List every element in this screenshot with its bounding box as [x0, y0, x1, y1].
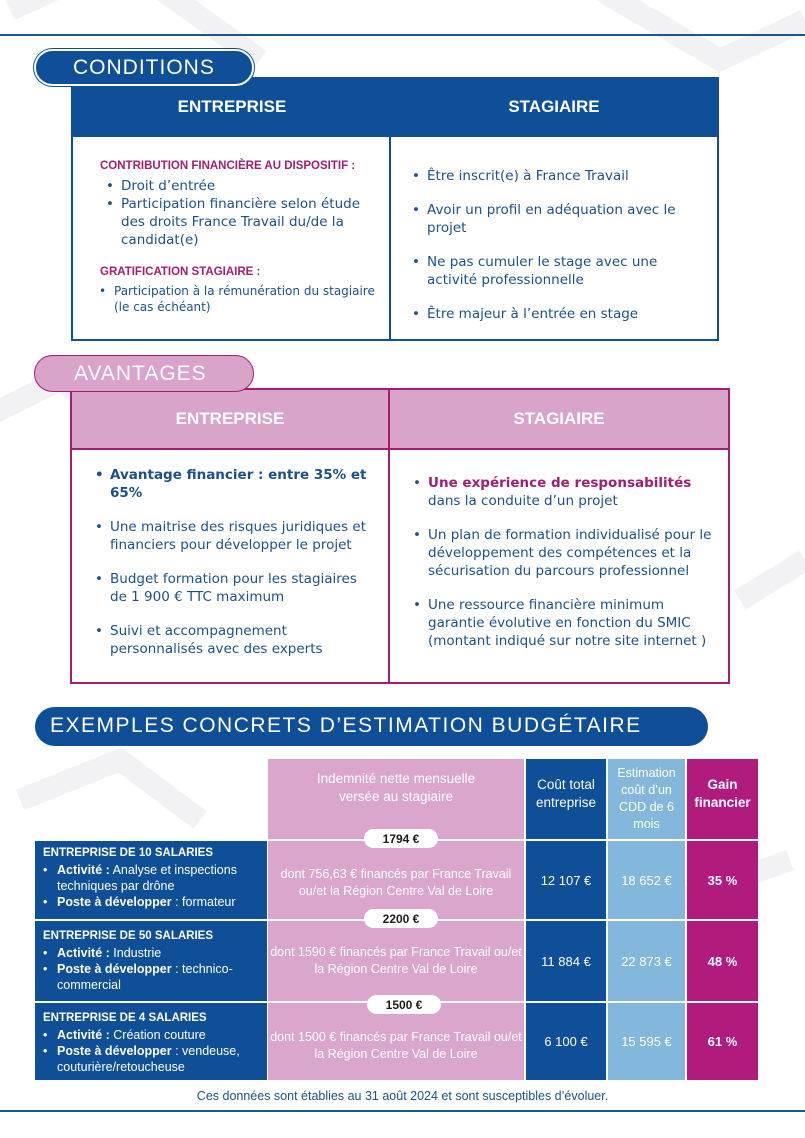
header-cout-total-label: Coût total entreprise — [535, 777, 597, 810]
avantage-stagiaire-text: dans la conduite d’un projet — [428, 493, 618, 509]
poste-value: : formateur — [171, 895, 236, 909]
header-estimation-cdd-label: Estimation coût d’un CDD de 6 mois — [617, 766, 676, 831]
avantage-entreprise-item: • Avantage financier : entre 35% et 65% — [92, 466, 382, 502]
conditions-stagiaire-cell — [391, 137, 717, 339]
indemnite-badge: 2200 € — [364, 909, 438, 928]
avantages-tab — [34, 355, 254, 392]
budget-row-cout-total: 11 884 € — [526, 921, 606, 1001]
avantages-table — [70, 388, 730, 684]
indemnite-badge: 1794 € — [364, 829, 438, 848]
avantage-entreprise-item: • Suivi et accompagnement personnalisés avec des experts — [92, 622, 332, 658]
avantage-stagiaire-text: Un plan de formation individualisé pour le développement des compétences et la sécurisation du parcours professionnel — [428, 527, 712, 579]
activite-label: Activité : — [57, 863, 110, 877]
header-gain-label: Gain financier — [694, 777, 751, 810]
budget-row-entreprise — [35, 921, 267, 1001]
conditions-entreprise-cell — [73, 137, 391, 339]
poste-value: : vendeuse, couturière/retoucheuse — [57, 1044, 240, 1074]
contribution-item: • Participation financière selon étude des droits France Travail du/de la candidat(e) — [103, 195, 373, 249]
budget-row-cout-total: 6 100 € — [526, 1003, 606, 1080]
financement-text: dont 1500 € financés par France Travail ou/et la Région Centre Val de Loire — [270, 1029, 522, 1061]
header-cout-total — [526, 759, 606, 839]
conditions-tab — [34, 49, 254, 86]
budget-row-entreprise — [35, 841, 267, 919]
poste-value: : technico-commercial — [57, 962, 233, 992]
budget-row-gain: 61 % — [687, 1003, 758, 1080]
stagiaire-condition: • Être majeur à l’entrée en stage — [409, 305, 709, 323]
budget-row-cdd: 15 595 € — [608, 1003, 685, 1080]
poste-label: Poste à développer — [57, 1044, 172, 1058]
activite-item — [43, 1027, 261, 1043]
entreprise-title: ENTREPRISE DE 50 SALARIES — [43, 930, 213, 942]
activite-item — [43, 945, 261, 961]
avantages-header-stagiaire: STAGIAIRE — [390, 390, 728, 450]
budget-row-gain: 35 % — [687, 841, 758, 919]
gratification-item: • Participation à la rémunération du stagiaire (le cas échéant) — [96, 283, 381, 315]
header-estimation-cdd — [608, 759, 685, 839]
avantage-stagiaire-item — [410, 526, 725, 580]
avantages-header-entreprise: ENTREPRISE — [72, 390, 390, 450]
poste-item — [43, 961, 261, 993]
poste-item — [43, 894, 261, 910]
budget-section-title: EXEMPLES CONCRETS D’ESTIMATION BUDGÉTAIRE — [35, 707, 708, 746]
poste-label: Poste à développer — [57, 895, 172, 909]
entreprise-title: ENTREPRISE DE 10 SALARIES — [43, 847, 213, 859]
budget-row-entreprise — [35, 1003, 267, 1080]
gratification-title: GRATIFICATION STAGIAIRE : — [100, 266, 261, 278]
conditions-tab-label: CONDITIONS — [73, 56, 215, 79]
avantage-stagiaire-text: Une ressource financière minimum garantie évolutive en fonction du SMIC (montant indiqué sur notre site internet ) — [428, 597, 707, 649]
activite-label: Activité : — [57, 1028, 110, 1042]
bottom-rule — [0, 1110, 805, 1112]
header-indemnite — [268, 759, 524, 839]
budget-row-cdd: 18 652 € — [608, 841, 685, 919]
contribution-title: CONTRIBUTION FINANCIÈRE AU DISPOSITIF : — [100, 160, 356, 172]
budget-row-cdd: 22 873 € — [608, 921, 685, 1001]
indemnite-badge: 1500 € — [367, 995, 441, 1014]
activite-item — [43, 862, 261, 894]
budget-row-financement — [268, 841, 524, 919]
contribution-item: • Droit d’entrée — [103, 177, 380, 195]
avantages-entreprise-cell — [72, 450, 390, 682]
conditions-header-entreprise: ENTREPRISE — [73, 77, 391, 137]
avantage-entreprise-item: • Une maitrise des risques juridiques et financiers pour développer le projet — [92, 518, 382, 554]
budget-row-financement — [268, 921, 524, 1001]
poste-item — [43, 1043, 261, 1075]
activite-value: Analyse et inspections techniques par drône — [57, 863, 237, 893]
avantage-stagiaire-highlight: Une expérience de responsabilités — [428, 475, 692, 491]
conditions-table — [71, 77, 719, 341]
activite-label: Activité : — [57, 946, 110, 960]
stagiaire-condition: • Ne pas cumuler le stage avec une activité professionnelle — [409, 253, 709, 289]
header-gain — [687, 759, 758, 839]
financement-text: dont 1590 € financés par France Travail ou/et la Région Centre Val de Loire — [270, 945, 522, 976]
conditions-header-stagiaire: STAGIAIRE — [391, 77, 717, 137]
poste-label: Poste à développer — [57, 962, 172, 976]
activite-value: Création couture — [109, 1028, 206, 1042]
header-indemnite-label: Indemnité nette mensuelle versée au stagiaire — [316, 771, 476, 804]
footnote: Ces données sont établies au 31 août 2024 et sont susceptibles d’évoluer. — [196, 1089, 609, 1103]
avantages-stagiaire-cell — [390, 450, 728, 682]
stagiaire-condition: • Avoir un profil en adéquation avec le projet — [409, 201, 709, 237]
financement-text: dont 756,63 € financés par France Travail ou/et la Région Centre Val de Loire — [280, 867, 512, 898]
activite-value: Industrie — [109, 946, 162, 960]
top-rule — [0, 34, 805, 36]
avantage-stagiaire-item — [410, 474, 725, 510]
stagiaire-condition: • Être inscrit(e) à France Travail — [409, 167, 709, 185]
avantage-entreprise-item: • Budget formation pour les stagiaires de 1 900 € TTC maximum — [92, 570, 362, 606]
budget-row-financement — [268, 1003, 524, 1080]
entreprise-title: ENTREPRISE DE 4 SALARIES — [43, 1012, 207, 1024]
budget-row-cout-total: 12 107 € — [526, 841, 606, 919]
budget-row-gain: 48 % — [687, 921, 758, 1001]
avantages-tab-label: AVANTAGES — [74, 362, 207, 385]
avantage-stagiaire-item — [410, 596, 710, 650]
